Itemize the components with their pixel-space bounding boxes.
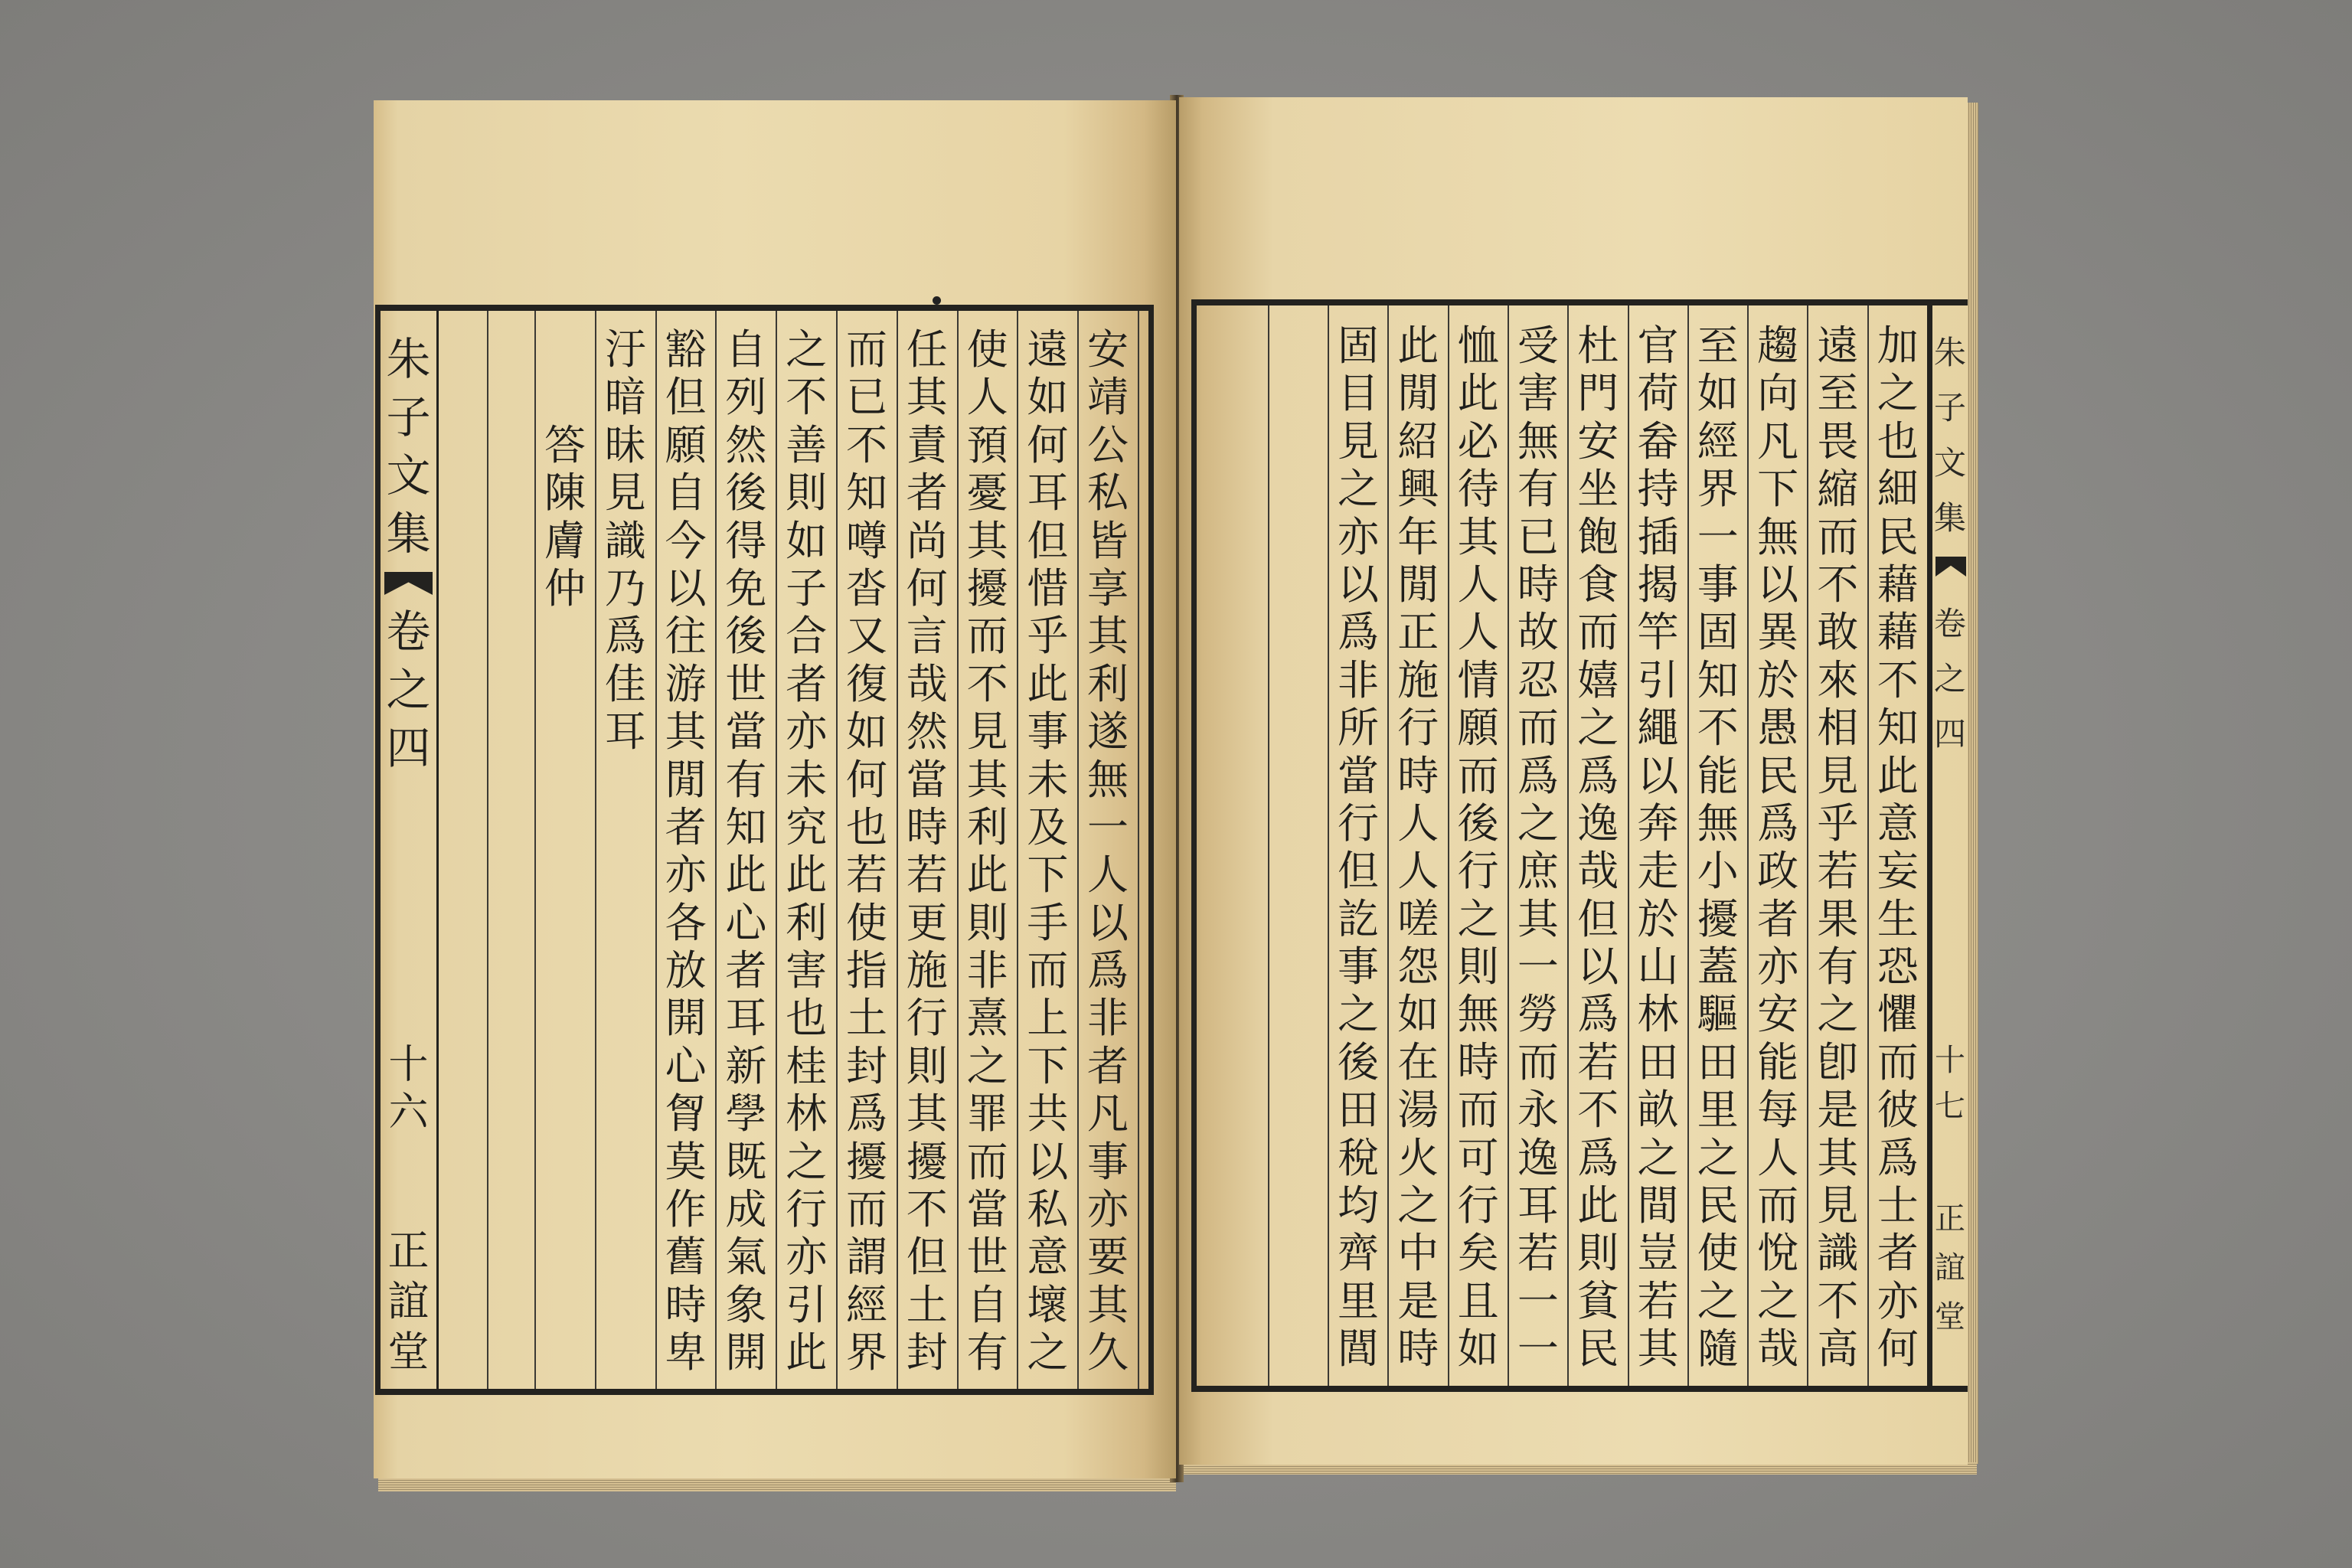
frame-top-border [375, 305, 1154, 311]
margin-column-border [436, 305, 439, 1395]
text-column: 任 其 責 者 尚 何 言 哉 然 當 時 若 更 施 行 則 其 擾 不 但 土 封 [906, 325, 948, 1377]
text-column: 遠 如 何 耳 但 惜 乎 此 事 未 及 下 手 而 上 下 共 以 私 意 壞 之 [1027, 325, 1069, 1377]
frame-inner-border [1148, 305, 1154, 1395]
volume-label: 卷 之 四 [386, 606, 431, 774]
text-column: 豁 但 願 自 今 以 往 游 其 閒 者 亦 各 放 開 心 胷 莫 作 舊 時 卑 [665, 325, 707, 1377]
frame-top-border [1191, 299, 1968, 305]
text-column: 之 不 善 則 如 子 合 者 亦 未 究 此 利 害 也 桂 林 之 行 亦 引 此 [786, 325, 828, 1377]
text-column: 自 列 然 後 得 免 後 世 當 有 知 此 心 者 耳 新 學 既 成 氣 象 開 [725, 325, 767, 1377]
column-rule [1268, 305, 1269, 1386]
frame-inner-border [1191, 299, 1197, 1392]
text-column: 官 荷 畚 持 插 揭 竿 引 繩 以 奔 走 於 山 林 田 畝 之 間 豈 若 其 [1637, 322, 1679, 1374]
running-title: 朱 子 文 集 [1933, 334, 1966, 537]
right-page [1179, 97, 1968, 1465]
fish-tail-mark [384, 572, 433, 595]
running-title: 朱 子 文 集 [386, 333, 431, 560]
frame-outer-border [375, 305, 381, 1395]
text-column: 而 已 不 知 噂 沓 又 復 如 何 也 若 使 指 土 封 爲 擾 而 謂 經 界 [846, 325, 887, 1377]
text-column: 遠 至 畏 縮 而 不 敢 來 相 見 乎 若 果 有 之 卽 是 其 見 識 不 高 [1817, 322, 1859, 1374]
section-title: 答 陳 膚 仲 [544, 421, 586, 613]
publisher-label: 正 誼 堂 [387, 1227, 430, 1376]
frame-outer-border [1927, 299, 1932, 1392]
publisher-label: 正 誼 堂 [1935, 1201, 1965, 1334]
left-page [374, 100, 1176, 1478]
text-column: 加 之 也 細 民 藉 藉 不 知 此 意 妄 生 恐 懼 而 彼 爲 士 者 亦 何 [1877, 322, 1919, 1374]
text-column: 趨 向 凡 下 無 以 異 於 愚 民 爲 政 者 亦 安 能 每 人 而 悅 之 哉 [1757, 322, 1799, 1374]
text-column: 恤 此 必 待 其 人 人 情 願 而 後 行 之 則 無 時 而 可 行 矣 且 如 [1457, 322, 1499, 1374]
text-column: 至 如 經 界 一 事 固 知 不 能 無 小 擾 蓋 驅 田 里 之 民 使 之 隨 [1697, 322, 1739, 1374]
page-number: 十 七 [1935, 1043, 1965, 1124]
column-rule [487, 311, 488, 1389]
text-column: 使 人 預 憂 其 擾 而 不 見 其 利 此 則 非 熹 之 罪 而 當 世 自 有 [966, 325, 1008, 1377]
page-stack-edge [378, 1476, 1176, 1491]
ink-dot [933, 296, 941, 305]
volume-label: 卷 之 四 [1933, 605, 1966, 753]
fish-tail-mark [1936, 557, 1966, 577]
text-column: 固 目 見 之 亦 以 爲 非 所 當 行 但 訖 事 之 後 田 稅 均 齊 里 閭 [1338, 322, 1379, 1374]
page-number: 十 六 [388, 1042, 429, 1135]
frame-bottom-border [375, 1389, 1154, 1395]
text-column: 杜 門 安 坐 飽 食 而 嬉 之 爲 逸 哉 但 以 爲 若 不 爲 此 則 貧 民 [1577, 322, 1619, 1374]
column-rule [1138, 311, 1139, 1389]
text-column: 安 靖 公 私 皆 享 其 利 遂 無 一 人 以 爲 非 者 凡 事 亦 要 其 久 [1087, 325, 1129, 1377]
text-column: 受 害 無 有 已 時 故 忍 而 爲 之 庶 其 一 勞 而 永 逸 耳 若 一 一 [1517, 322, 1559, 1374]
text-column: 汙 暗 昧 見 識 乃 爲 佳 耳 [604, 325, 646, 756]
text-column: 此 閒 紹 興 年 閒 正 施 行 時 人 人 嗟 怨 如 在 湯 火 之 中 是 時 [1397, 322, 1439, 1374]
frame-bottom-border [1191, 1386, 1968, 1392]
